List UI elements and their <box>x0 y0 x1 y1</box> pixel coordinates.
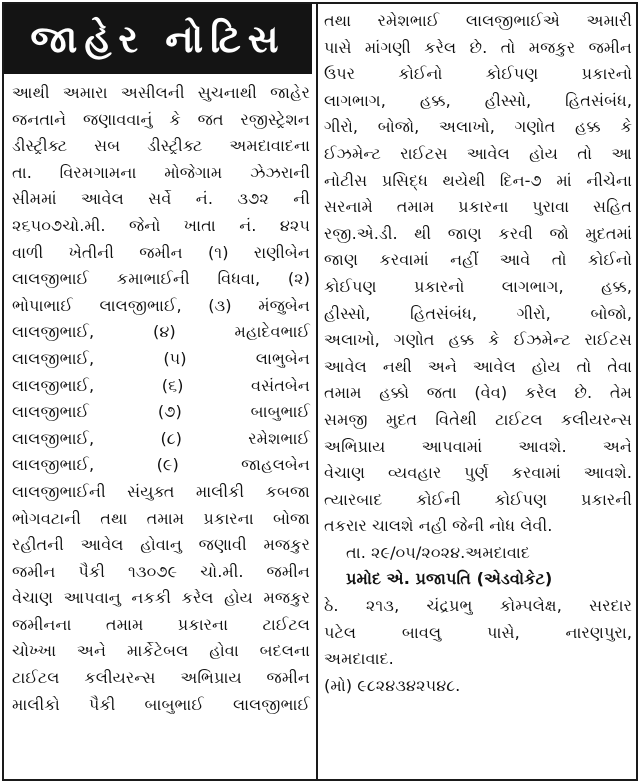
heir-row <box>12 426 310 453</box>
heir-number: (૬) <box>161 375 184 395</box>
body-line: તમામ હક્કો જતા (વેવ) કરેલ છે. તેમ <box>324 383 632 403</box>
body-line: રહીતની આવેલ હોવાનુ જણાવી મજકુર <box>12 535 310 555</box>
body-line: ડીસ્ટ્રીક્ટ સબ ડીસ્ટ્રીક્ટ અમદાવાદના <box>12 136 310 156</box>
notice-title: જાહેર નોટિસ <box>30 16 286 61</box>
body-line: ૨૬૫૦૭ચો.મી. જેનો ખાતા નં. ૪૨૫ <box>12 215 310 235</box>
heir-number: (૭) <box>157 402 182 422</box>
body-line: આવેલ નથી અને આવેલ હોય તો તેવા <box>324 356 632 376</box>
address-line: પટેલ બાવલુ પાસે, નારણપુરા, <box>324 622 632 642</box>
body-line: લાલજીભાઈની સંયુક્ત માલીકી કબજા <box>12 481 310 501</box>
body-line: સમજી મુદત વિતેથી ટાઈટલ કલીયરન્સ <box>324 409 632 429</box>
heir-row <box>12 373 310 400</box>
heir-next-name: લાભુબેન <box>255 348 310 368</box>
body-line: સીમમાં આવેલ સર્વે નં. ૩૭૨ ની <box>12 189 310 209</box>
body-line: જાણ કરવામાં નહીં આવે તો કોઈનો <box>324 250 632 270</box>
body-line: જમીન પૈકી ૧૩૦૭૯ ચો.મી. જમીન <box>12 561 310 581</box>
body-line: ઈઝમેન્ટ રાઈટસ આવેલ હોય તો આ <box>324 143 632 163</box>
heir-number: (૫) <box>163 348 187 368</box>
column-divider <box>316 4 318 779</box>
address-line: અમદાવાદ. <box>324 649 394 669</box>
body-line: ગીરો, બોજો, અલાખો, ગણોત હક્ક કે <box>324 117 632 137</box>
body-line: લાલજીભાઈ કમાભાઈની વિધવા, (૨) <box>12 269 310 289</box>
body-line: અભિપ્રાય આપવામાં આવશે. અને <box>324 436 632 456</box>
body-line: અલાખો, ગણોત હક્ક કે ઈઝમેન્ટ રાઈટસ <box>324 330 632 350</box>
heir-surname: લાલજીભાઈ, <box>12 375 95 395</box>
heir-surname: લાલજીભાઈ, <box>12 428 95 448</box>
body-line: જનતાને જણાવવાનું કે જત રજીસ્ટ્રેશન <box>12 109 310 129</box>
heir-surname: લાલજીભાઈ, <box>12 348 95 368</box>
heir-next-name: બાબુભાઈ <box>250 402 310 422</box>
heir-number: (૮) <box>160 428 183 448</box>
advocate-name: પ્રમોદ એ. પ્રજાપતિ (એડવોકેટ) <box>346 569 553 589</box>
heir-number: (૪) <box>153 322 176 342</box>
heir-next-name: વસંતબેન <box>251 375 310 395</box>
body-line: તા. વિરમગામના મોજેગામ ઝેઝરાની <box>12 162 310 182</box>
notice-date: તા. ૨૯/૦૫/૨૦૨૪.અમદાવાદ <box>346 542 530 562</box>
body-line: ટાઈટલ કલીયરન્સ અભિપ્રાય જમીન <box>12 668 310 688</box>
body-line: આથી અમારા અસીલની સુચનાથી જાહેર <box>12 83 310 102</box>
public-notice <box>2 2 638 781</box>
body-line: નોટીસ પ્રસિદ્ધ થયેથી દિન-૭ માં નીચેના <box>324 170 632 190</box>
left-column <box>12 80 310 718</box>
heir-next-name: મહાદેવભાઈ <box>234 322 310 342</box>
body-line: ચોખ્ખા અને માર્કેટેબલ હોવા બદલના <box>12 641 310 661</box>
heir-next-name: જાહલબેન <box>241 455 310 475</box>
body-line: સરનામે તમામ પ્રકારના પુરાવા સહિત <box>324 197 632 217</box>
body-line: વાળી ખેતીની જમીન (૧) રાણીબેન <box>12 242 310 262</box>
body-line: વેચાણ વ્યવહાર પુર્ણ કરવામાં આવશે. <box>324 463 632 483</box>
heir-surname: લાલજીભાઈ <box>12 402 90 422</box>
body-line: ભોગવટાની તથા તમામ પ્રકારના બોજા <box>12 508 310 528</box>
heir-row <box>12 452 310 479</box>
body-line: પાસે માંગણી કરેલ છે. તો મજકુર જમીન <box>324 37 632 57</box>
heir-next-name: રમેશભાઈ <box>248 428 310 448</box>
heir-row <box>12 346 310 373</box>
right-column <box>324 8 632 699</box>
body-line: રજી.એ.ડી. થી જાણ કરવી જો મુદતમાં <box>324 223 632 243</box>
body-line: લાગભાગ, હક્ક, હીસ્સો, હિતસંબંધ, <box>324 90 632 110</box>
body-line: માલીકો પૈકી બાબુભાઈ લાલજીભાઈ <box>12 694 310 714</box>
body-line: હીસ્સો, હિતસંબંધ, ગીરો, બોજો, <box>324 303 632 323</box>
heir-surname: લાલજીભાઈ, <box>12 322 95 342</box>
heir-number: (૯) <box>156 455 179 475</box>
body-line: ત્યારબાદ કોઈની કોઈપણ પ્રકારની <box>324 489 632 509</box>
body-line: તકરાર ચાલશે નહી જેની નોધ લેવી. <box>324 516 553 536</box>
notice-title-banner <box>4 4 312 74</box>
heir-row <box>12 399 310 426</box>
body-line: કોઈપણ પ્રકારનો લાગભાગ, હક્ક, <box>324 276 632 296</box>
heir-row <box>12 319 310 346</box>
heir-surname: લાલજીભાઈ, <box>12 455 95 475</box>
body-line: ભોપાભાઈ લાલજીભાઈ, (૩) મંજુબેન <box>12 295 310 315</box>
body-line: વેચાણ આપવાનુ નકકી કરેલ હોય મજકુર <box>12 588 310 608</box>
body-line: તથા રમેશભાઈ લાલજીભાઈએ અમારી <box>324 11 632 30</box>
body-line: જમીનના તમામ પ્રકારના ટાઈટલ <box>12 614 310 634</box>
address-line: ઠે. ૨૧૩, ચંદ્રપ્રભુ કોમ્પલેક્ષ, સરદાર <box>324 596 632 616</box>
phone-number: (મો) ૯૮૨૪૩૪૨૫૪૮. <box>324 675 461 695</box>
body-line: ઉપર કોઈનો કોઈપણ પ્રકારનો <box>324 64 632 84</box>
